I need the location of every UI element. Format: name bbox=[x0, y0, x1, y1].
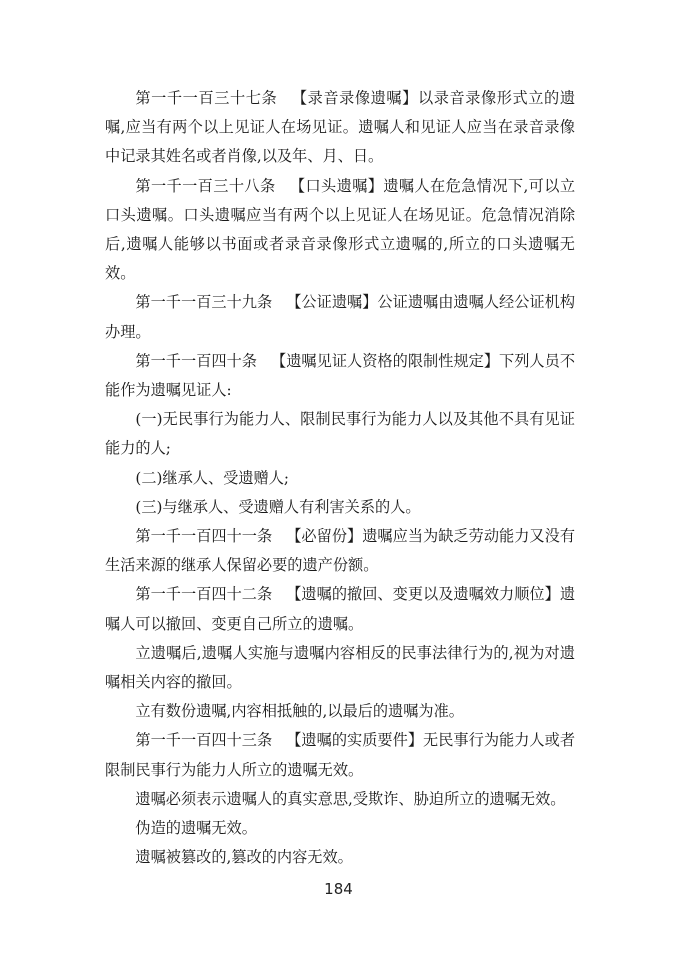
article-number: 第一千一百三十八条 bbox=[135, 176, 276, 195]
article-number: 第一千一百三十九条 bbox=[135, 293, 273, 312]
paragraph-text: (三)与继承人、受遗赠人有利害关系的人。 bbox=[135, 497, 421, 516]
article-title: 【遗嘱见证人资格的限制性规定】 bbox=[271, 351, 500, 370]
article-1138-paragraph bbox=[105, 172, 575, 289]
article-text: 遗嘱人在危急情况下,可以立口头遗嘱。口头遗嘱应当有两个以上见证人在场见证。危急情况消除后,遗嘱人能够以书面或者录音录像形式立遗嘱的,所立的口头遗嘱无效。 bbox=[105, 176, 576, 283]
article-number: 第一千一百四十二条 bbox=[135, 585, 273, 604]
article-number: 第一千一百四十条 bbox=[135, 351, 257, 370]
paragraph-text: (一)无民事行为能力人、限制民事行为能力人以及其他不具有见证能力的人; bbox=[105, 410, 575, 458]
article-1142-paragraph bbox=[105, 580, 575, 638]
body-paragraph bbox=[105, 639, 575, 697]
article-title: 【遗嘱的实质要件】 bbox=[286, 731, 424, 750]
article-1141-paragraph bbox=[105, 522, 575, 580]
article-1143-paragraph bbox=[105, 726, 575, 784]
paragraph-text: 伪造的遗嘱无效。 bbox=[135, 819, 257, 838]
body-paragraph bbox=[105, 785, 575, 814]
body-paragraph bbox=[105, 843, 575, 872]
page-body bbox=[105, 84, 575, 872]
body-paragraph bbox=[105, 814, 575, 843]
paragraph-text: 遗嘱被篡改的,篡改的内容无效。 bbox=[135, 848, 353, 867]
paragraph-text: 遗嘱必须表示遗嘱人的真实意思,受欺诈、胁迫所立的遗嘱无效。 bbox=[135, 789, 566, 808]
article-text: 无民事行为能力人或者限制民事行为能力人所立的遗嘱无效。 bbox=[105, 731, 576, 779]
article-title: 【遗嘱的撤回、变更以及遗嘱效力顺位】 bbox=[286, 585, 560, 604]
list-item-paragraph bbox=[105, 405, 575, 463]
paragraph-text: (二)继承人、受遗赠人; bbox=[135, 468, 290, 487]
paragraph-text: 立遗嘱后,遗嘱人实施与遗嘱内容相反的民事法律行为的,视为对遗嘱相关内容的撤回。 bbox=[105, 643, 575, 692]
article-number: 第一千一百四十三条 bbox=[135, 731, 273, 750]
article-text: 下列人员不能作为遗嘱见证人: bbox=[105, 351, 576, 400]
article-number: 第一千一百三十七条 bbox=[135, 89, 278, 107]
article-number: 第一千一百四十一条 bbox=[135, 527, 273, 546]
article-text: 公证遗嘱由遗嘱人经公证机构办理。 bbox=[105, 293, 576, 341]
paragraph-text: 立有数份遗嘱,内容相抵触的,以最后的遗嘱为准。 bbox=[135, 702, 464, 721]
body-paragraph bbox=[105, 697, 575, 726]
article-title: 【公证遗嘱】 bbox=[286, 293, 378, 312]
list-item-paragraph bbox=[105, 493, 575, 522]
article-text: 遗嘱应当为缺乏劳动能力又没有生活来源的继承人保留必要的遗产份额。 bbox=[105, 527, 576, 575]
page-number: 184 bbox=[324, 880, 353, 898]
list-item-paragraph bbox=[105, 464, 575, 493]
article-1137-paragraph bbox=[105, 84, 575, 172]
article-title: 【录音录像遗嘱】 bbox=[291, 89, 418, 107]
article-title: 【必留份】 bbox=[286, 527, 363, 546]
article-text: 遗嘱人可以撤回、变更自己所立的遗嘱。 bbox=[105, 585, 576, 633]
article-1139-paragraph bbox=[105, 288, 575, 346]
article-text: 以录音录像形式立的遗嘱,应当有两个以上见证人在场见证。遗嘱人和见证人应当在录音录像中记录其姓名或者肖像,以及年、月、日。 bbox=[105, 89, 576, 166]
article-title: 【口头遗嘱】 bbox=[289, 176, 384, 195]
article-1140-paragraph bbox=[105, 347, 575, 405]
